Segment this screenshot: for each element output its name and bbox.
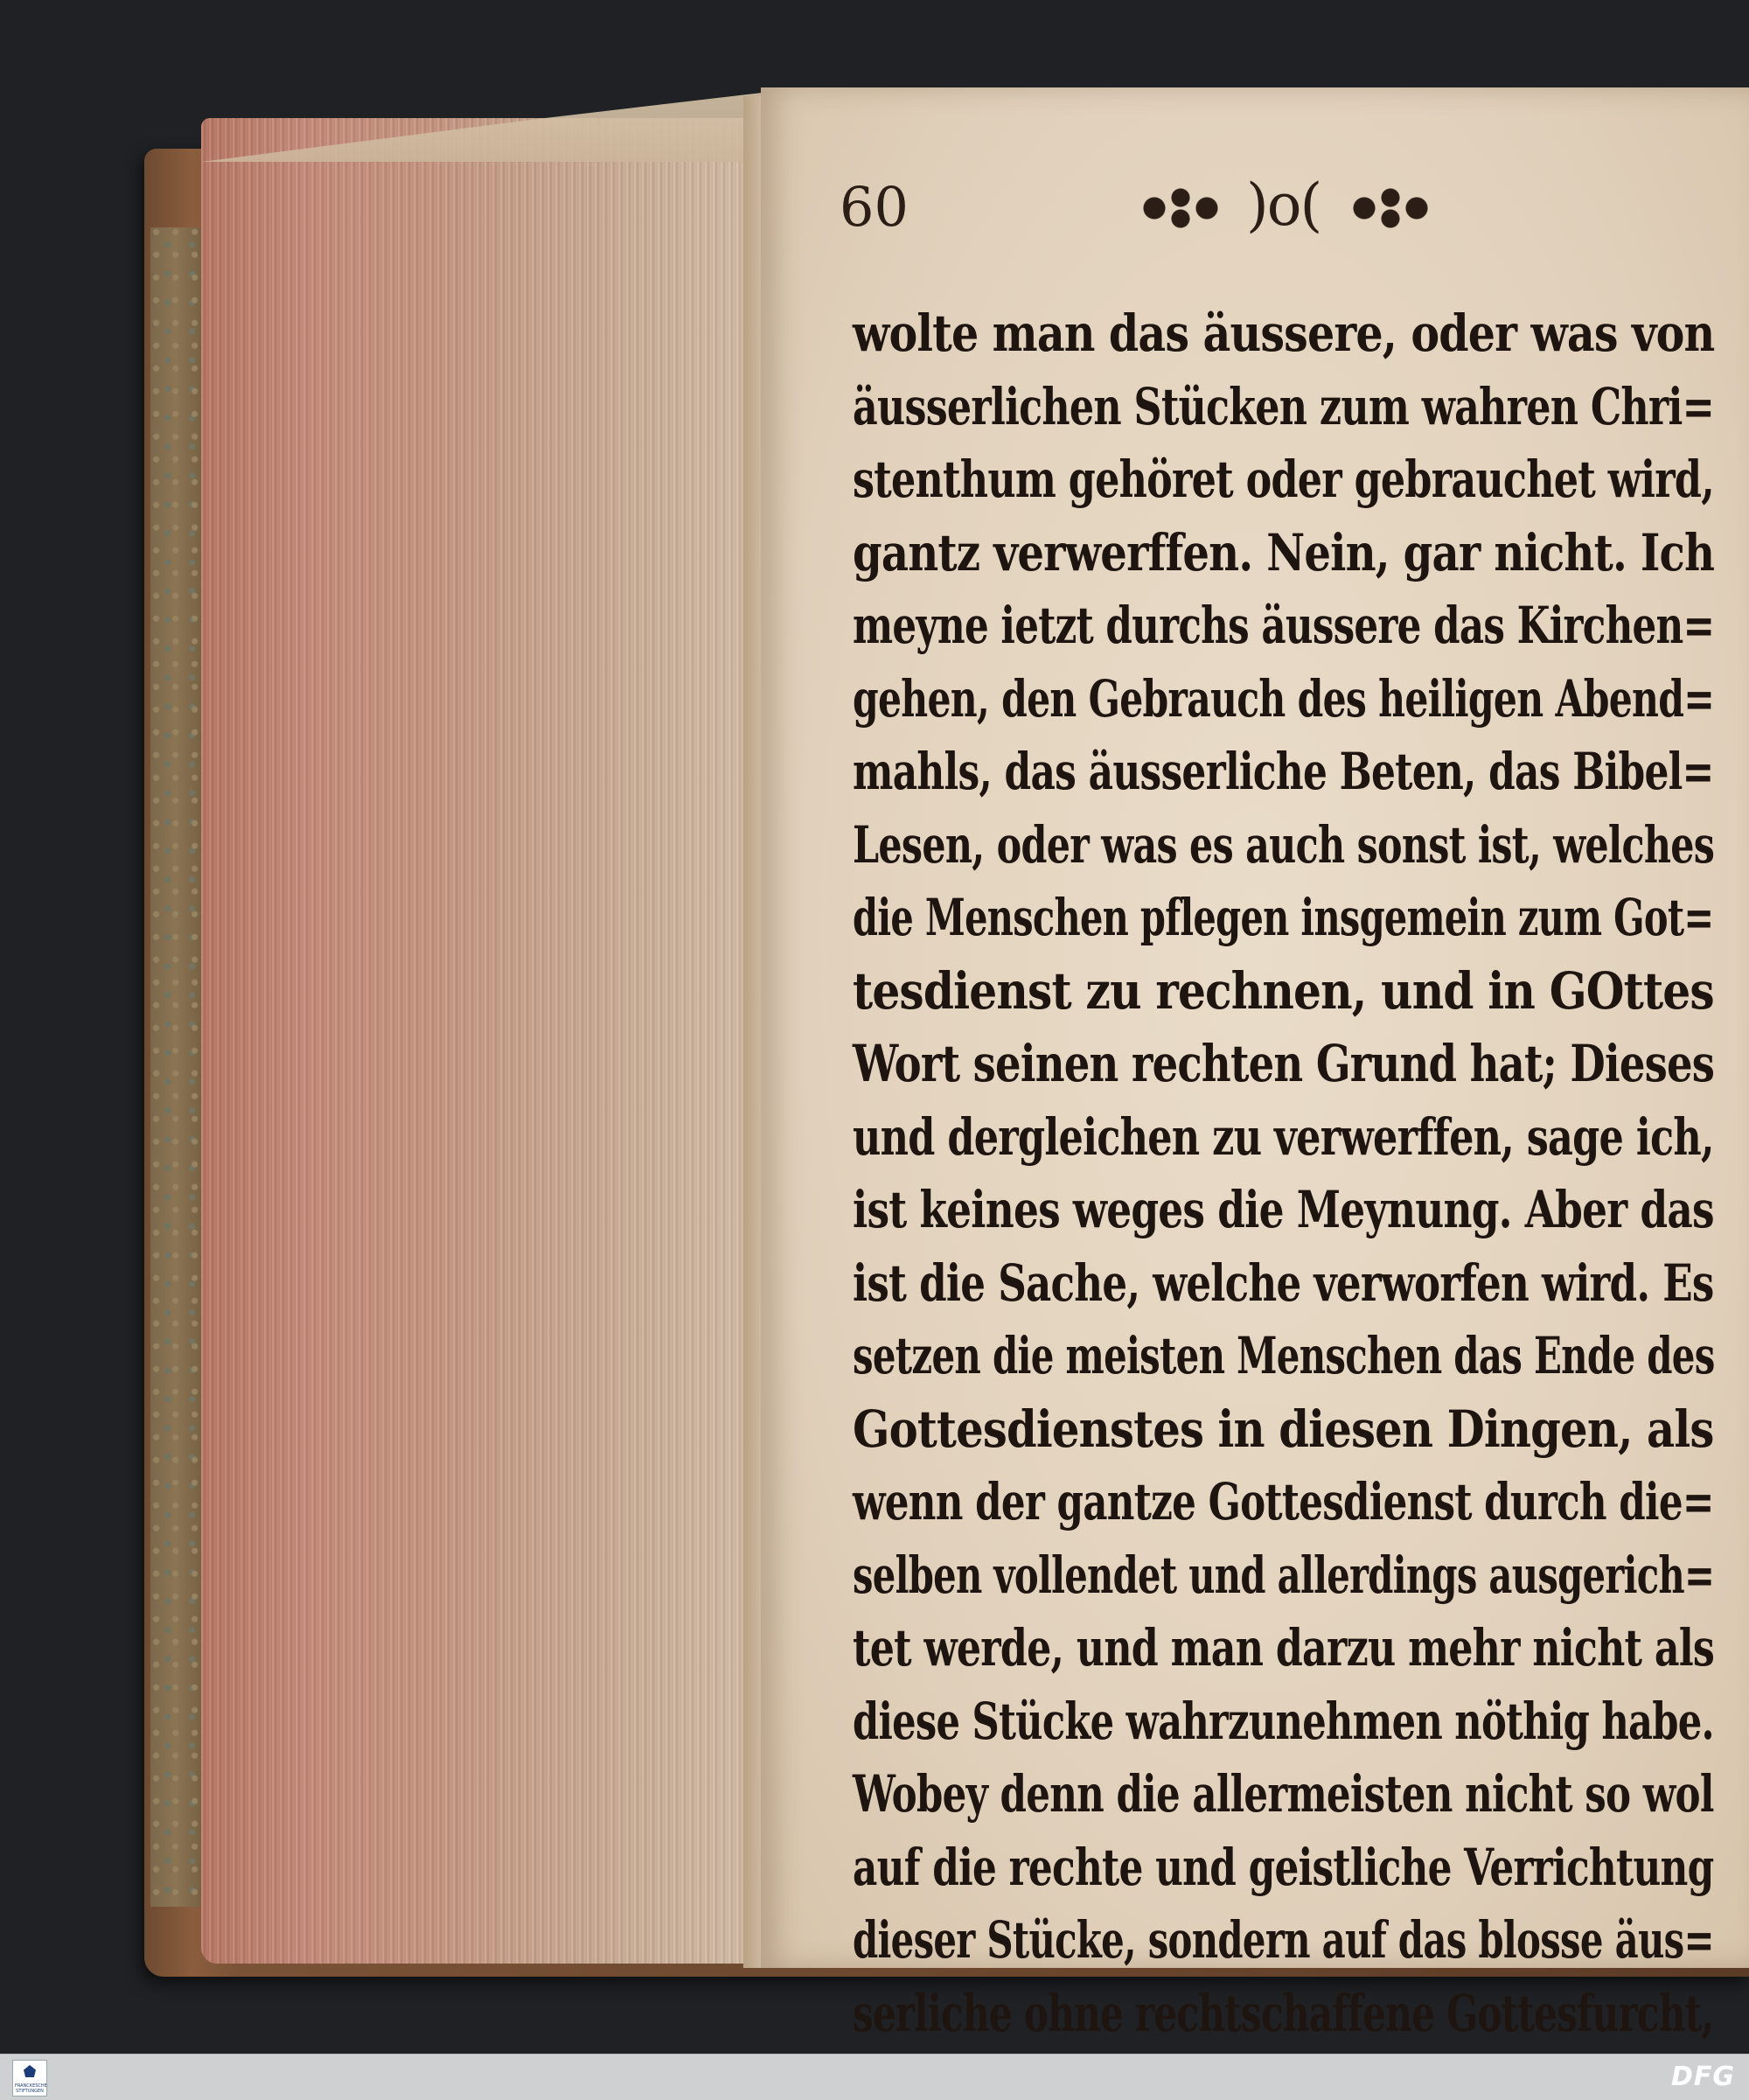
text-line: meyne ietzt durchs äussere das Kirchen= (853, 596, 1715, 655)
text-line: ist keines weges die Meynung. Aber das (853, 1180, 1714, 1239)
text-line: die Menschen pflegen insgemein zum Got= (853, 888, 1714, 947)
body-text (853, 297, 1714, 2054)
dfg-badge[interactable]: DFG (1670, 2062, 1735, 2092)
text-line: gantz verwerffen. Nein, gar nicht. Ich (853, 522, 1715, 583)
text-line: mahls, das äusserliche Beten, das Bibel= (853, 742, 1714, 801)
text-line: Wort seinen rechten Grund hat; Dieses (853, 1034, 1715, 1093)
page-number: 60 (840, 175, 909, 239)
text-line: äusserlichen Stücken zum wahren Chri= (853, 376, 1715, 436)
text-line: serliche ohne rechtschaffene Gottesfurcht, (853, 1983, 1714, 2043)
text-line: selben vollendet und allerdings ausgerich= (853, 1545, 1715, 1605)
text-line: wenn der gantze Gottesdienst durch die= (853, 1472, 1714, 1531)
viewer-footer (0, 2054, 1749, 2100)
running-head: )o( (1246, 171, 1321, 239)
text-line: ist die Sache, welche verworfen wird. Es (853, 1252, 1714, 1313)
ornament-left-icon (1137, 182, 1224, 234)
text-line: Gottesdienstes in diesen Dingen, als (853, 1399, 1714, 1459)
ornament-right-icon (1347, 182, 1434, 234)
page-edges (201, 118, 761, 1964)
text-line: gehen, den Gebrauch des heiligen Abend= (853, 668, 1715, 729)
text-line: wolte man das äussere, oder was von (853, 303, 1715, 363)
text-line: diese Stücke wahrzunehmen nöthig habe. (853, 1691, 1714, 1751)
text-line: tesdienst zu rechnen, und in GOttes (853, 960, 1714, 1021)
text-line: und dergleichen zu verwerffen, sage ich, (853, 1106, 1714, 1167)
logo-mark-icon (24, 2065, 36, 2077)
text-line: tet werde, und man darzu mehr nicht als (853, 1618, 1715, 1678)
text-line: dieser Stücke, sondern auf das blosse äus= (853, 1910, 1714, 1970)
text-line: setzen die meisten Menschen das Ende des (853, 1326, 1715, 1385)
text-line: Wobey denn die allermeisten nicht so wol (853, 1764, 1714, 1824)
text-line: auf die rechte und geistliche Verrichtung (853, 1837, 1714, 1897)
text-line: Lesen, oder was es auch sonst ist, welches (853, 814, 1715, 875)
logo-text: FRANCKESCHE STIFTUNGEN (15, 2083, 47, 2094)
text-line: stenthum gehöret oder gebrauchet wird, (853, 450, 1714, 509)
institution-logo[interactable] (12, 2060, 47, 2097)
